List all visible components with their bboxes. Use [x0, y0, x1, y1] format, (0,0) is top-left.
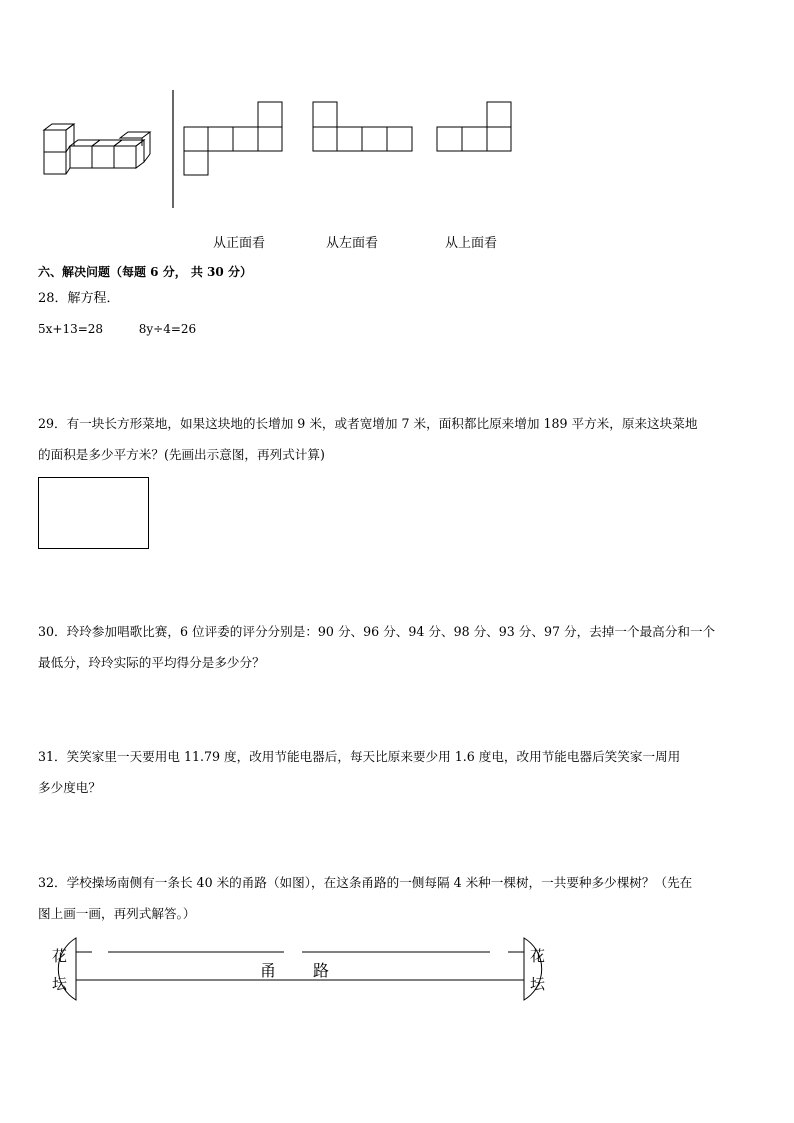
- left-view-grid: [313, 102, 412, 151]
- road-diagram: [0, 930, 794, 1010]
- equation-2: 8y÷4=26: [138, 322, 197, 336]
- road-label-char-1: 甬: [260, 961, 277, 980]
- question-28: 28．解方程．: [38, 291, 120, 306]
- equation-1: 5x+13=28: [38, 322, 104, 336]
- cube-stack-figure: [0, 0, 794, 220]
- road-label-char-2: 路: [313, 961, 330, 980]
- question-32-line-2: 图上画一画，再列式解答。）: [38, 906, 196, 921]
- question-30-line-2: 最低分，玲玲实际的平均得分是多少分？: [38, 655, 265, 670]
- equation-row: [38, 314, 196, 345]
- question-29-line-2: 的面积是多少平方米？(先画出示意图，再列式计算): [38, 447, 325, 462]
- answer-rectangle: [38, 477, 149, 549]
- question-31-line-2: 多少度电？: [38, 780, 101, 795]
- question-32-line-1: 32．学校操场南侧有一条长 40 米的甬路（如图），在这条甬路的一侧每隔 4 米种一棵树，一共要种多少棵树？（先在: [38, 875, 693, 890]
- section-title: 六、解决问题（每题 6 分， 共 30 分）: [38, 265, 252, 279]
- flowerbed-left-bottom: 坛: [52, 975, 68, 993]
- flowerbed-right-top: 花: [530, 947, 546, 965]
- flowerbed-right-bottom: 坛: [530, 975, 546, 993]
- question-29-line-1: 29．有一块长方形菜地，如果这块地的长增加 9 米，或者宽增加 7 米，面积都比原来增加 189 平方米，原来这块菜地: [38, 416, 698, 431]
- left-view-label: 从左面看: [326, 236, 379, 251]
- top-view-label: 从上面看: [445, 236, 498, 251]
- front-view-label: 从正面看: [213, 236, 266, 251]
- question-31-line-1: 31．笑笑家里一天要用电 11.79 度，改用节能电器后，每天比原来要少用 1.6 度电，改用节能电器后笑笑家一周用: [38, 749, 681, 764]
- question-30-line-1: 30．玲玲参加唱歌比赛，6 位评委的评分分别是：90 分、96 分、94 分、98 分、93 分、97 分，去掉一个最高分和一个: [38, 624, 716, 639]
- flowerbed-left-top: 花: [52, 947, 68, 965]
- top-view-grid: [437, 102, 511, 151]
- front-view-grid: [184, 102, 282, 175]
